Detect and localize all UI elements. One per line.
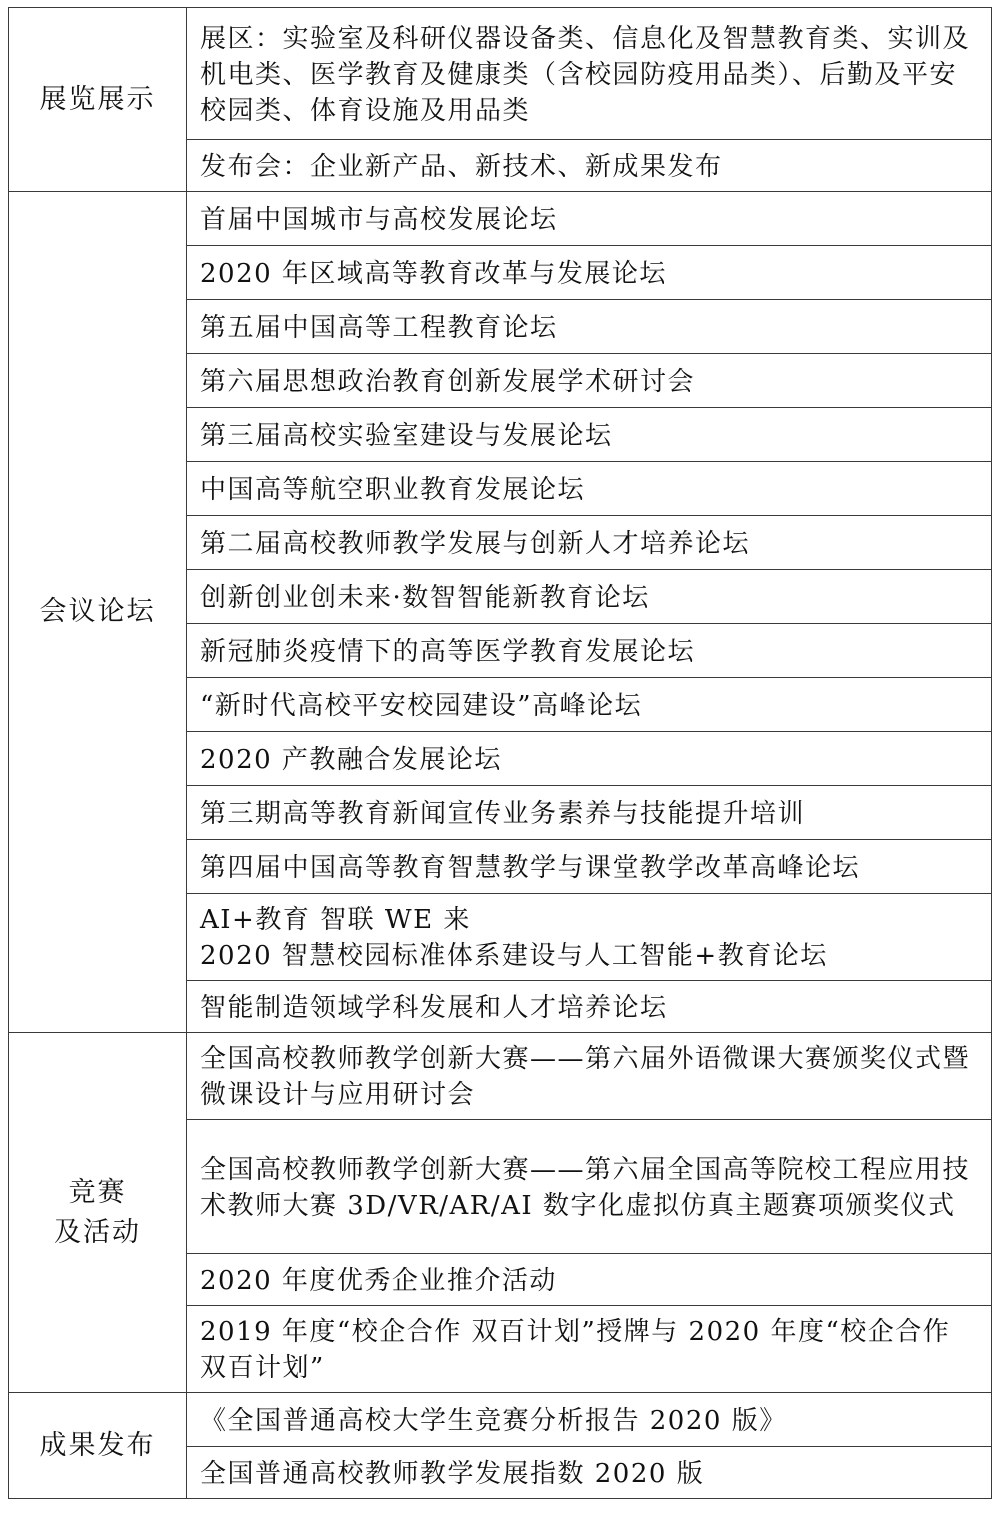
- item-cell: 发布会：企业新产品、新技术、新成果发布: [187, 140, 992, 192]
- event-schedule-table: [8, 7, 992, 1499]
- item-cell: 2020 年区域高等教育改革与发展论坛: [187, 246, 992, 300]
- item-cell: 第六届思想政治教育创新发展学术研讨会: [187, 354, 992, 408]
- item-cell: 中国高等航空职业教育发展论坛: [187, 462, 992, 516]
- item-cell: 2020 年度优秀企业推介活动: [187, 1254, 992, 1306]
- item-cell: 第四届中国高等教育智慧教学与课堂教学改革高峰论坛: [187, 840, 992, 894]
- table-row: [9, 1033, 992, 1120]
- category-cell: 会议论坛: [9, 192, 187, 1033]
- item-cell: 全国普通高校教师教学发展指数 2020 版: [187, 1447, 992, 1499]
- category-cell: 展览展示: [9, 8, 187, 192]
- item-cell: 第三届高校实验室建设与发展论坛: [187, 408, 992, 462]
- table-body: [9, 8, 992, 1499]
- category-cell: 成果发布: [9, 1393, 187, 1499]
- item-cell: 2020 产教融合发展论坛: [187, 732, 992, 786]
- table-row: [9, 192, 992, 246]
- item-cell: 2019 年度“校企合作 双百计划”授牌与 2020 年度“校企合作 双百计划”: [187, 1306, 992, 1393]
- item-cell: 第五届中国高等工程教育论坛: [187, 300, 992, 354]
- item-cell: 创新创业创未来·数智智能新教育论坛: [187, 570, 992, 624]
- item-cell: 第二届高校教师教学发展与创新人才培养论坛: [187, 516, 992, 570]
- item-cell: 全国高校教师教学创新大赛——第六届外语微课大赛颁奖仪式暨微课设计与应用研讨会: [187, 1033, 992, 1120]
- category-cell: 竞赛 及活动: [9, 1033, 187, 1393]
- item-cell: 第三期高等教育新闻宣传业务素养与技能提升培训: [187, 786, 992, 840]
- item-cell: 展区：实验室及科研仪器设备类、信息化及智慧教育类、实训及机电类、医学教育及健康类（含校园防疫用品类）、后勤及平安校园类、体育设施及用品类: [187, 8, 992, 140]
- item-cell: 全国高校教师教学创新大赛——第六届全国高等院校工程应用技术教师大赛 3D/VR/AR/AI 数字化虚拟仿真主题赛项颁奖仪式: [187, 1120, 992, 1254]
- item-cell: “新时代高校平安校园建设”高峰论坛: [187, 678, 992, 732]
- item-cell: 智能制造领域学科发展和人才培养论坛: [187, 981, 992, 1033]
- table-row: [9, 1393, 992, 1447]
- table-row: [9, 8, 992, 140]
- item-cell: AI+教育 智联 WE 来 2020 智慧校园标准体系建设与人工智能+教育论坛: [187, 894, 992, 981]
- item-cell: 新冠肺炎疫情下的高等医学教育发展论坛: [187, 624, 992, 678]
- item-cell: 《全国普通高校大学生竞赛分析报告 2020 版》: [187, 1393, 992, 1447]
- item-cell: 首届中国城市与高校发展论坛: [187, 192, 992, 246]
